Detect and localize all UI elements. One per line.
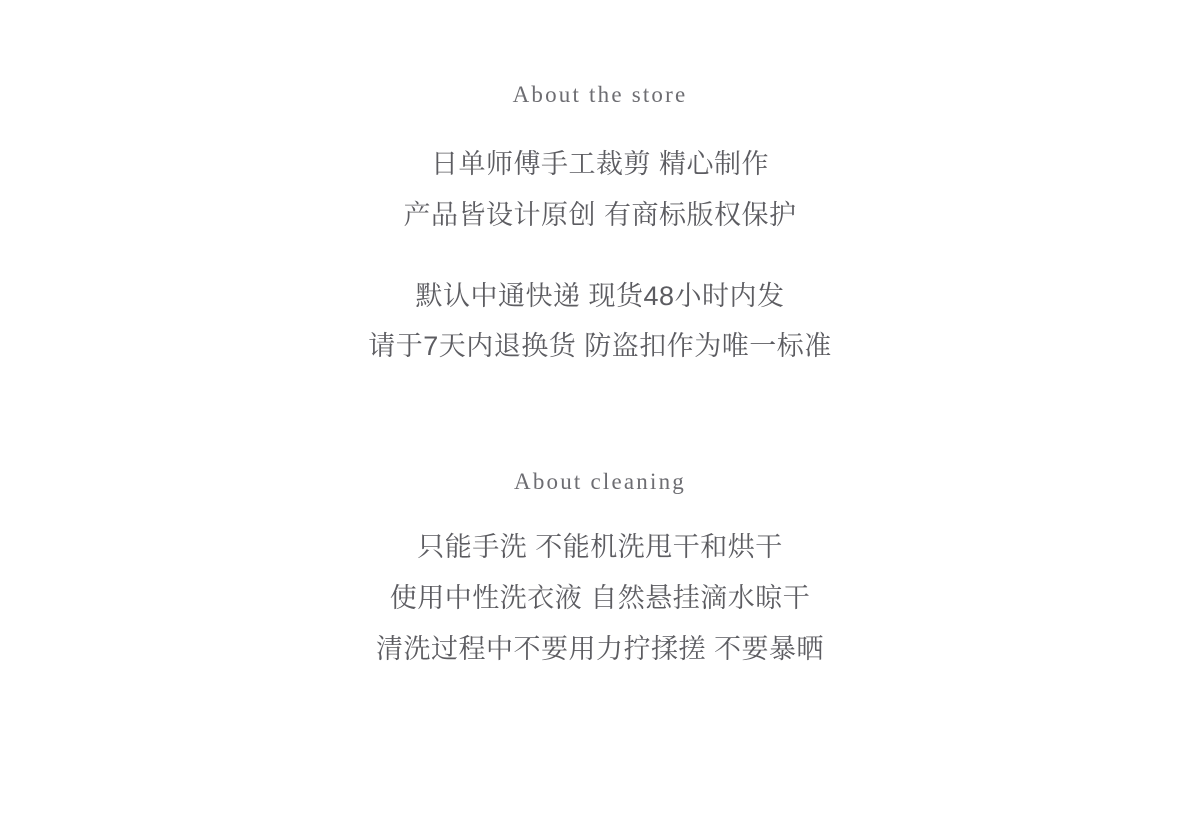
store-shipping-line-1: 默认中通快递 现货48小时内发 <box>415 280 785 311</box>
cleaning-care-line-1: 只能手洗 不能机洗甩干和烘干 <box>417 532 783 562</box>
store-craft-line-1: 日单师傅手工裁剪 精心制作 <box>430 149 769 179</box>
store-shipping-line-2: 请于7天内退换货 防盗扣作为唯一标准 <box>368 331 832 362</box>
store-shipping-group <box>368 271 832 373</box>
about-cleaning-title: About cleaning <box>514 469 686 494</box>
cleaning-care-line-2: 使用中性洗衣液 自然悬挂滴水晾干 <box>389 582 811 613</box>
cleaning-care-group <box>376 522 824 674</box>
about-the-store-title: About the store <box>512 82 688 107</box>
about-cleaning-heading <box>514 469 686 495</box>
store-craft-line-2: 产品皆设计原创 有商标版权保护 <box>403 199 797 230</box>
cleaning-care-line-3: 清洗过程中不要用力拧揉搓 不要暴晒 <box>375 633 824 664</box>
about-the-store-heading <box>513 82 688 108</box>
store-craft-group <box>403 139 796 241</box>
